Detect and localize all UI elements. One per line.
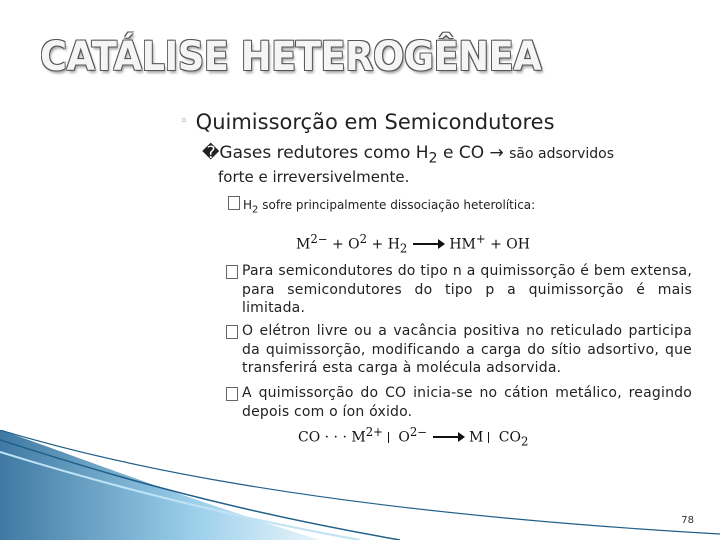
- slide-title: CATÁLISE HETEROGÊNEA: [40, 34, 542, 80]
- bullet-level2: [202, 143, 614, 166]
- paragraph-3-text: A quimissorção do CO inicia-se no cátion metálico, reagindo depois com o íon óxido.: [242, 385, 692, 420]
- bullet-level3: [228, 196, 535, 215]
- paragraph-2: [226, 322, 692, 378]
- eq2-co2: CO: [494, 429, 521, 446]
- reaction-arrow-icon: [413, 243, 443, 245]
- eq1-m: M: [296, 236, 311, 253]
- eq2-o: O: [393, 429, 410, 446]
- eq1-h: + H: [367, 236, 400, 253]
- eq1-hm-charge: +: [475, 232, 486, 246]
- ring-bullet-icon: ◦: [180, 114, 188, 129]
- eq2-o-charge: 2−: [409, 425, 427, 439]
- eq2-m-charge: 2+: [365, 425, 383, 439]
- eq2-co2-subscript: 2: [520, 434, 529, 449]
- paragraph-2-text: O elétron livre ou a vacância positiva no reticulado participa da quimissorção, modificando a carga do sítio adsortivo, que transferirá esta carga à molécula adsorvida.: [242, 323, 692, 376]
- bullet-level2-end: são adsorvidos: [509, 146, 615, 162]
- eq1-o: + O: [327, 236, 360, 253]
- paragraph-3: [226, 384, 692, 421]
- box-bullet-icon: [228, 196, 240, 210]
- bullet-level2-mid: e CO →: [437, 143, 510, 163]
- bullet-level3-subscript: 2: [252, 204, 259, 216]
- bullet-level2-prefix: �Gases redutores como H: [202, 143, 429, 163]
- eq1-o-charge: 2: [359, 232, 368, 246]
- eq1-hm: HM: [449, 236, 476, 253]
- eq1-h-subscript: 2: [399, 241, 408, 256]
- equation-dissociation: [296, 232, 530, 255]
- box-bullet-icon: [226, 265, 238, 279]
- decorative-wave-icon: [0, 430, 720, 540]
- paragraph-1-text: Para semicondutores do tipo n a quimissorção é bem extensa, para semicondutores do tipo p a quimissorção é mais limitada.: [242, 263, 692, 316]
- page-number: 78: [681, 515, 694, 526]
- bullet-level3-text: sofre principalmente dissociação heterolítica:: [258, 198, 536, 212]
- box-bullet-icon: [226, 325, 238, 339]
- paragraph-1: [226, 262, 692, 318]
- box-bullet-icon: [226, 387, 238, 401]
- eq1-m-charge: 2−: [310, 232, 328, 246]
- bullet-level2-continuation: forte e irreversivelmente.: [218, 168, 410, 186]
- eq2-m: M: [469, 429, 484, 446]
- bullet-level3-prefix: H: [243, 198, 253, 212]
- bullet-level1: [180, 110, 555, 134]
- bullet-level2-subscript: 2: [428, 150, 438, 167]
- bullet-level1-text: Quimissorção em Semicondutores: [195, 110, 555, 134]
- eq2-co-m: CO · · · M: [298, 429, 366, 446]
- eq1-oh: + OH: [485, 236, 530, 253]
